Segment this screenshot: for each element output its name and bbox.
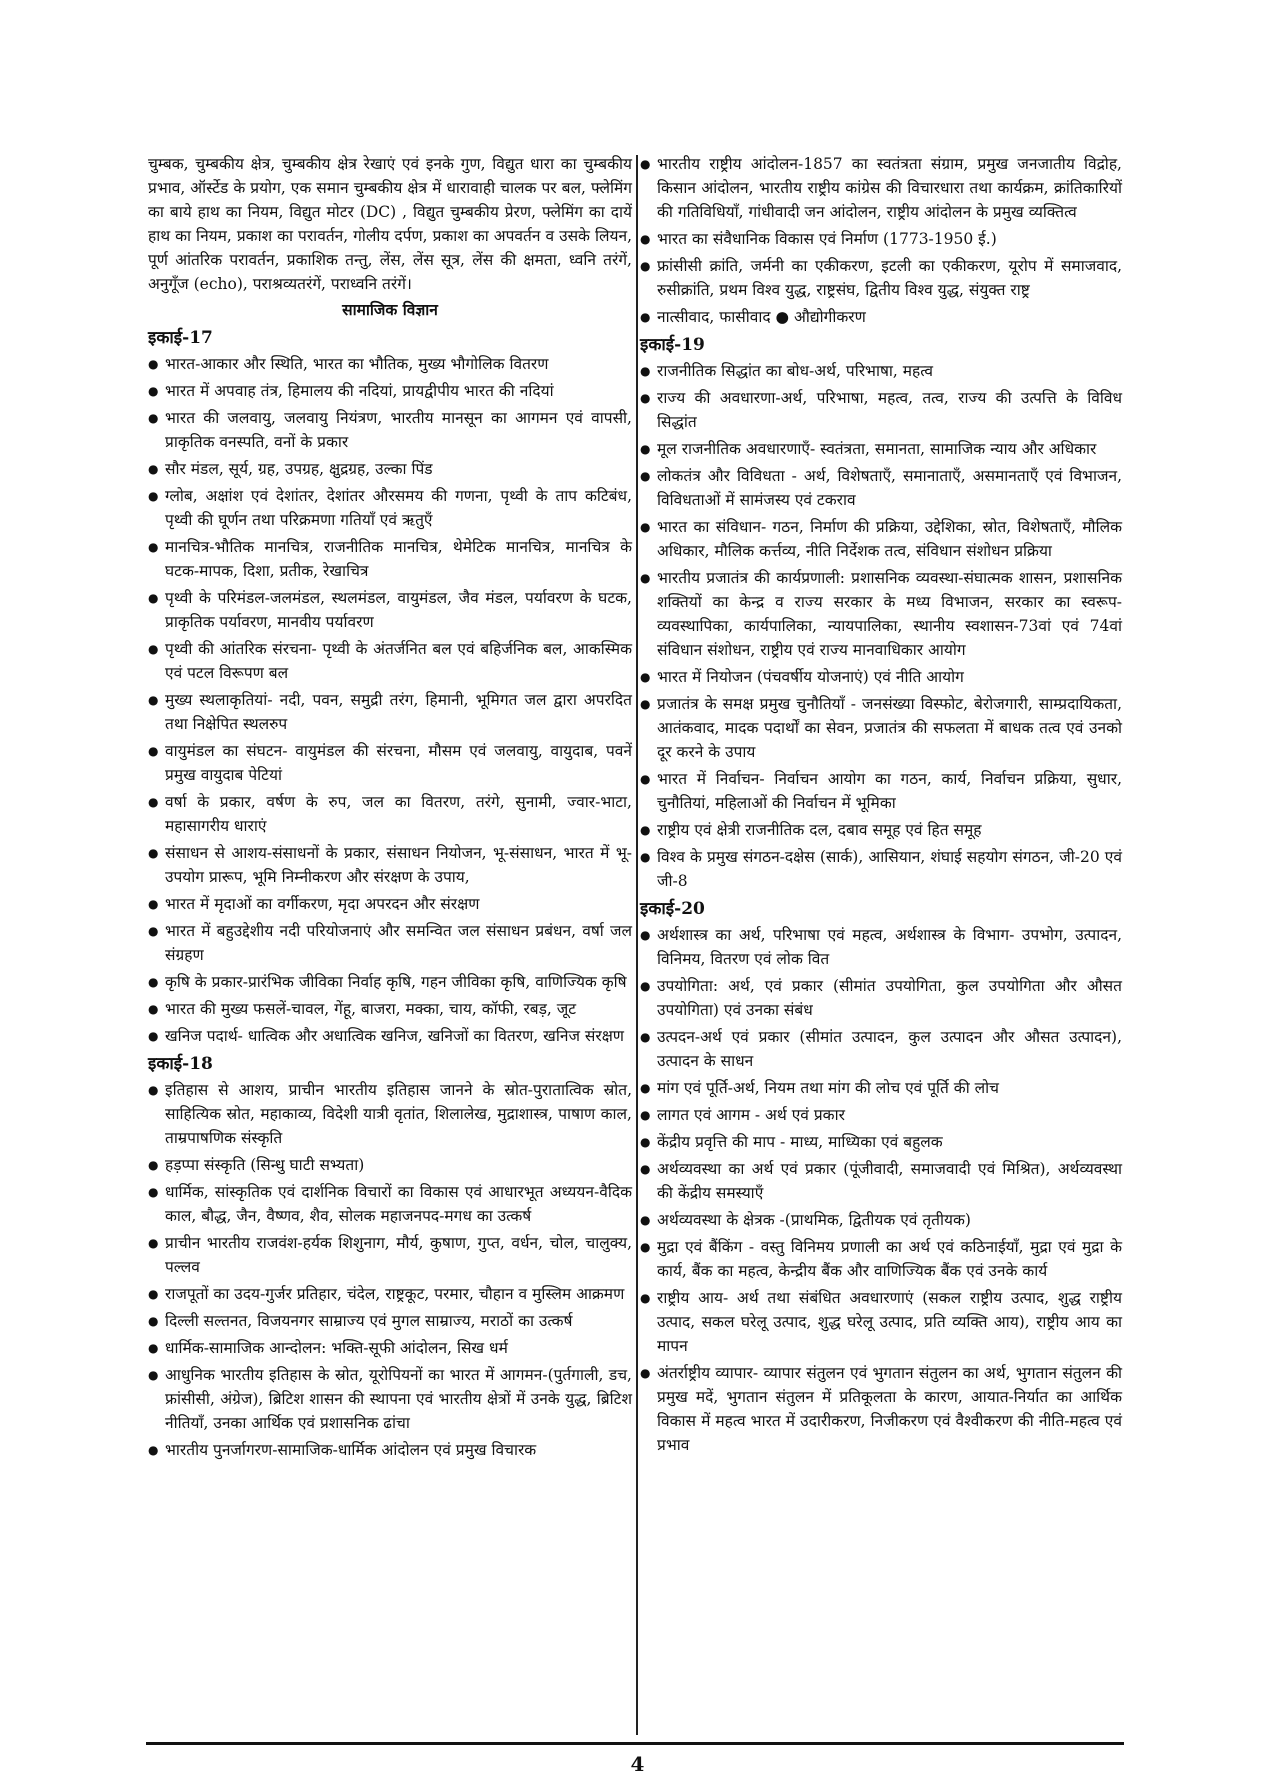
unit-17-heading: इकाई-17 — [148, 328, 213, 348]
list-item: ● भारत की जलवायु, जलवायु नियंत्रण, भारतीय मानसून का आगमन एवं वापसी, प्राकृतिक वनस्पति, वनों के प्रकार — [148, 406, 632, 454]
list-item: ● राष्ट्रीय आय- अर्थ तथा संबंधित अवधारणाएं (सकल राष्ट्रीय उत्पाद, शुद्ध राष्ट्रीय उत्पाद, सकल घरेलू उत्पाद, शुद्ध घरेलू उत्पाद, प्रति व्यक्ति आय), राष्ट्रीय आय का मापन — [640, 1286, 1122, 1358]
list-item: ● विश्व के प्रमुख संगठन-दक्षेस (सार्क), आसियान, शंघाई सहयोग संगठन, जी-20 एवं जी-8 — [640, 845, 1122, 893]
list-item: ● भारत में निर्वाचन- निर्वाचन आयोग का गठन, कार्य, निर्वाचन प्रक्रिया, सुधार, चुनौतियां, महिलाओं की निर्वाचन में भूमिका — [640, 767, 1122, 815]
page-number: 4 — [630, 1752, 645, 1776]
list-item: ● पृथ्वी की आंतरिक संरचना- पृथ्वी के अंतर्जनित बल एवं बहिर्जनिक बल, आकस्मिक एवं पटल विरूपण बल — [148, 637, 632, 685]
left-column — [148, 152, 632, 1465]
section-title: सामाजिक विज्ञान — [342, 300, 438, 319]
history-continued-list — [640, 152, 1122, 329]
unit-20-list — [640, 923, 1122, 1457]
list-item: ● इतिहास से आशय, प्राचीन भारतीय इतिहास जानने के स्रोत-पुरातात्विक स्रोत, साहित्यिक स्रोत, महाकाव्य, विदेशी यात्री वृतांत, शिलालेख, मुद्राशास्त्र, पाषाण काल, ताम्रपाषणिक संस्कृति — [148, 1078, 632, 1150]
list-item: ● नात्सीवाद, फासीवाद ● औद्योगीकरण — [640, 305, 1122, 329]
list-item: ● भारतीय पुनर्जागरण-सामाजिक-धार्मिक आंदोलन एवं प्रमुख विचारक — [148, 1438, 632, 1462]
list-item: ● आधुनिक भारतीय इतिहास के स्रोत, यूरोपियनों का भारत में आगमन-(पुर्तगाली, डच, फ्रांसीसी, अंग्रेज), ब्रिटिश शासन की स्थापना एवं भारतीय क्षेत्रों में उनके युद्ध, ब्रिटिश नीतियाँ, उनका आर्थिक एवं प्रशासनिक ढांचा — [148, 1363, 632, 1435]
list-item: ● लागत एवं आगम - अर्थ एवं प्रकार — [640, 1103, 1122, 1127]
list-item: ● वर्षा के प्रकार, वर्षण के रुप, जल का वितरण, तरंगे, सुनामी, ज्वार-भाटा, महासागरीय धाराएं — [148, 790, 632, 838]
list-item: ● धार्मिक-सामाजिक आन्दोलन: भक्ति-सूफी आंदोलन, सिख धर्म — [148, 1336, 632, 1360]
list-item: ● उपयोगिता: अर्थ, एवं प्रकार (सीमांत उपयोगिता, कुल उपयोगिता और औसत उपयोगिता) एवं उनका संबंध — [640, 974, 1122, 1022]
unit-20-heading: इकाई-20 — [640, 899, 705, 919]
unit-19-heading: इकाई-19 — [640, 335, 705, 355]
list-item: ● हड़प्पा संस्कृति (सिन्धु घाटी सभ्यता) — [148, 1153, 632, 1177]
list-item: ● राजपूतों का उदय-गुर्जर प्रतिहार, चंदेल, राष्ट्रकूट, परमार, चौहान व मुस्लिम आक्रमण — [148, 1282, 632, 1306]
list-item: ● भारत का संवैधानिक विकास एवं निर्माण (1773-1950 ई.) — [640, 227, 1122, 251]
unit-17-list — [148, 352, 632, 1048]
list-item: ● मानचित्र-भौतिक मानचित्र, राजनीतिक मानचित्र, थेमेटिक मानचित्र, मानचित्र के घटक-मापक, दिशा, प्रतीक, रेखाचित्र — [148, 535, 632, 583]
unit-18-heading: इकाई-18 — [148, 1054, 213, 1074]
list-item: ● भारतीय राष्ट्रीय आंदोलन-1857 का स्वतंत्रता संग्राम, प्रमुख जनजातीय विद्रोह, किसान आंदोलन, भारतीय राष्ट्रीय कांग्रेस की विचारधारा तथा कार्यक्रम, क्रांतिकारियों की गतिविधियाँ, गांधीवादी जन आंदोलन, राष्ट्रीय आंदोलन के प्रमुख व्यक्तित्व — [640, 152, 1122, 224]
list-item: ● केंद्रीय प्रवृत्ति की माप - माध्य, माध्यिका एवं बहुलक — [640, 1130, 1122, 1154]
list-item: ● उत्पदन-अर्थ एवं प्रकार (सीमांत उत्पादन, कुल उत्पादन और औसत उत्पादन), उत्पादन के साधन — [640, 1025, 1122, 1073]
list-item: ● कृषि के प्रकार-प्रारंभिक जीविका निर्वाह कृषि, गहन जीविका कृषि, वाणिज्यिक कृषि — [148, 970, 632, 994]
list-item: ● मुख्य स्थलाकृतियां- नदी, पवन, समुद्री तरंग, हिमानी, भूमिगत जल द्वारा अपरदित तथा निक्षेपित स्थलरुप — [148, 688, 632, 736]
list-item: ● अर्थव्यवस्था के क्षेत्रक -(प्राथमिक, द्वितीयक एवं तृतीयक) — [640, 1208, 1122, 1232]
list-item: ● भारत में मृदाओं का वर्गीकरण, मृदा अपरदन और संरक्षण — [148, 892, 632, 916]
list-item: ● मुद्रा एवं बैंकिंग - वस्तु विनिमय प्रणाली का अर्थ एवं कठिनाईयाँ, मुद्रा एवं मुद्रा के कार्य, बैंक का महत्व, केन्द्रीय बैंक और वाणिज्यिक बैंक एवं उनके कार्य — [640, 1235, 1122, 1283]
list-item: ● मूल राजनीतिक अवधारणाएँ- स्वतंत्रता, समानता, सामाजिक न्याय और अधिकार — [640, 437, 1122, 461]
list-item: ● मांग एवं पूर्ति-अर्थ, नियम तथा मांग की लोच एवं पूर्ति की लोच — [640, 1076, 1122, 1100]
list-item: ● सौर मंडल, सूर्य, ग्रह, उपग्रह, क्षुद्रग्रह, उल्का पिंड — [148, 457, 632, 481]
list-item: ● भारतीय प्रजातंत्र की कार्यप्रणाली: प्रशासनिक व्यवस्था-संघात्मक शासन, प्रशासनिक शक्तियों का केन्द्र व राज्य सरकार के मध्य विभाजन, सरकार का स्वरूप-व्यवस्थापिका, कार्यपालिका, न्यायपालिका, स्थानीय स्वशासन-73वां एवं 74वां संविधान संशोधन, राष्ट्रीय एवं राज्य मानवाधिकार आयोग — [640, 566, 1122, 662]
list-item: ● फ्रांसीसी क्रांति, जर्मनी का एकीकरण, इटली का एकीकरण, यूरोप में समाजवाद, रुसीक्रांति, प्रथम विश्व युद्ध, राष्ट्रसंघ, द्वितीय विश्व युद्ध, संयुक्त राष्ट्र — [640, 254, 1122, 302]
list-item: ● पृथ्वी के परिमंडल-जलमंडल, स्थलमंडल, वायुमंडल, जैव मंडल, पर्यावरण के घटक, प्राकृतिक पर्यावरण, मानवीय पर्यावरण — [148, 586, 632, 634]
list-item: ● अर्थशास्त्र का अर्थ, परिभाषा एवं महत्व, अर्थशास्त्र के विभाग- उपभोग, उत्पादन, विनिमय, वितरण एवं लोक वित — [640, 923, 1122, 971]
list-item: ● भारत में अपवाह तंत्र, हिमालय की नदियां, प्रायद्वीपीय भारत की नदियां — [148, 379, 632, 403]
list-item: ● राज्य की अवधारणा-अर्थ, परिभाषा, महत्व, तत्व, राज्य की उत्पत्ति के विविध सिद्धांत — [640, 386, 1122, 434]
list-item: ● वायुमंडल का संघटन- वायुमंडल की संरचना, मौसम एवं जलवायु, वायुदाब, पवनें प्रमुख वायुदाब पेटियां — [148, 739, 632, 787]
list-item: ● धार्मिक, सांस्कृतिक एवं दार्शनिक विचारों का विकास एवं आधारभूत अध्ययन-वैदिक काल, बौद्ध, जैन, वैष्णव, शैव, सोलक महाजनपद-मगध का उत्कर्ष — [148, 1180, 632, 1228]
list-item: ● राजनीतिक सिद्धांत का बोध-अर्थ, परिभाषा, महत्व — [640, 359, 1122, 383]
list-item: ● खनिज पदार्थ- धात्विक और अधात्विक खनिज, खनिजों का वितरण, खनिज संरक्षण — [148, 1024, 632, 1048]
list-item: ● भारत का संविधान- गठन, निर्माण की प्रक्रिया, उद्देशिका, स्रोत, विशेषताएँ, मौलिक अधिकार, मौलिक कर्त्तव्य, नीति निर्देशक तत्व, संविधान संशोधन प्रक्रिया — [640, 515, 1122, 563]
list-item: ● प्राचीन भारतीय राजवंश-हर्यक शिशुनाग, मौर्य, कुषाण, गुप्त, वर्धन, चोल, चालुक्य, पल्लव — [148, 1231, 632, 1279]
intro-paragraph: चुम्बक, चुम्बकीय क्षेत्र, चुम्बकीय क्षेत्र रेखाएं एवं इनके गुण, विद्युत धारा का चुम्बकीय प्रभाव, ऑर्स्टेड के प्रयोग, एक समान चुम्बकीय क्षेत्र में धारावाही चालक पर बल, फ्लेमिंग का बाये हाथ का नियम, विद्युत मोटर (DC) , विद्युत चुम्बकीय प्रेरण, फ्लेमिंग का दायें हाथ का नियम, प्रकाश का परावर्तन, गोलीय दर्पण, प्रकाश का अपवर्तन व उसके लियन, पूर्ण आंतरिक परावर्तन, प्रकाशिक तन्तु, लेंस, लेंस सूत्र, लेंस की क्षमता, ध्वनि तरंगें, अनुगूँज (echo), पराश्रव्यतरंगें, पराध्वनि तरंगें। — [148, 155, 632, 293]
list-item: ● प्रजातंत्र के समक्ष प्रमुख चुनौतियाँ - जनसंख्या विस्फोट, बेरोजगारी, साम्प्रदायिकता, आतंकवाद, मादक पदार्थों का सेवन, प्रजातंत्र की सफलता में बाधक तत्व एवं उनको दूर करने के उपाय — [640, 692, 1122, 764]
list-item: ● अर्थव्यवस्था का अर्थ एवं प्रकार (पूंजीवादी, समाजवादी एवं मिश्रित), अर्थव्यवस्था की केंद्रीय समस्याएँ — [640, 1157, 1122, 1205]
list-item: ● भारत की मुख्य फसलें-चावल, गेंहू, बाजरा, मक्का, चाय, कॉफी, रबड़, जूट — [148, 997, 632, 1021]
list-item: ● संसाधन से आशय-संसाधनों के प्रकार, संसाधन नियोजन, भू-संसाधन, भारत में भू-उपयोग प्रारूप, भूमि निम्नीकरण और संरक्षण के उपाय, — [148, 841, 632, 889]
list-item: ● भारत-आकार और स्थिति, भारत का भौतिक, मुख्य भौगोलिक वितरण — [148, 352, 632, 376]
right-column — [640, 152, 1122, 1460]
unit-19-list — [640, 359, 1122, 893]
list-item: ● भारत में बहुउद्देशीय नदी परियोजनाएं और समन्वित जल संसाधन प्रबंधन, वर्षा जल संग्रहण — [148, 919, 632, 967]
list-item: ● दिल्ली सल्तनत, विजयनगर साम्राज्य एवं मुगल साम्राज्य, मराठों का उत्कर्ष — [148, 1309, 632, 1333]
list-item: ● लोकतंत्र और विविधता - अर्थ, विशेषताएँ, समानाताएँ, असमानताएँ एवं विभाजन, विविधताओं में सामंजस्य एवं टकराव — [640, 464, 1122, 512]
list-item: ● अंतर्राष्ट्रीय व्यापार- व्यापार संतुलन एवं भुगतान संतुलन का अर्थ, भुगतान संतुलन की प्रमुख मदें, भुगतान संतुलन में प्रतिकूलता के कारण, आयात-निर्यात का आर्थिक विकास में महत्व भारत में उदारीकरण, निजीकरण एवं वैश्वीकरण की नीति-महत्व एवं प्रभाव — [640, 1361, 1122, 1457]
bottom-rule — [146, 1742, 1124, 1745]
unit-18-list — [148, 1078, 632, 1462]
list-item: ● ग्लोब, अक्षांश एवं देशांतर, देशांतर औरसमय की गणना, पृथ्वी के ताप कटिबंध, पृथ्वी की घूर्णन तथा परिक्रमणा गतियाँ एवं ऋतुएँ — [148, 484, 632, 532]
column-divider — [636, 155, 638, 1735]
list-item: ● भारत में नियोजन (पंचवर्षीय योजनाएं) एवं नीति आयोग — [640, 665, 1122, 689]
list-item: ● राष्ट्रीय एवं क्षेत्री राजनीतिक दल, दबाव समूह एवं हित समूह — [640, 818, 1122, 842]
